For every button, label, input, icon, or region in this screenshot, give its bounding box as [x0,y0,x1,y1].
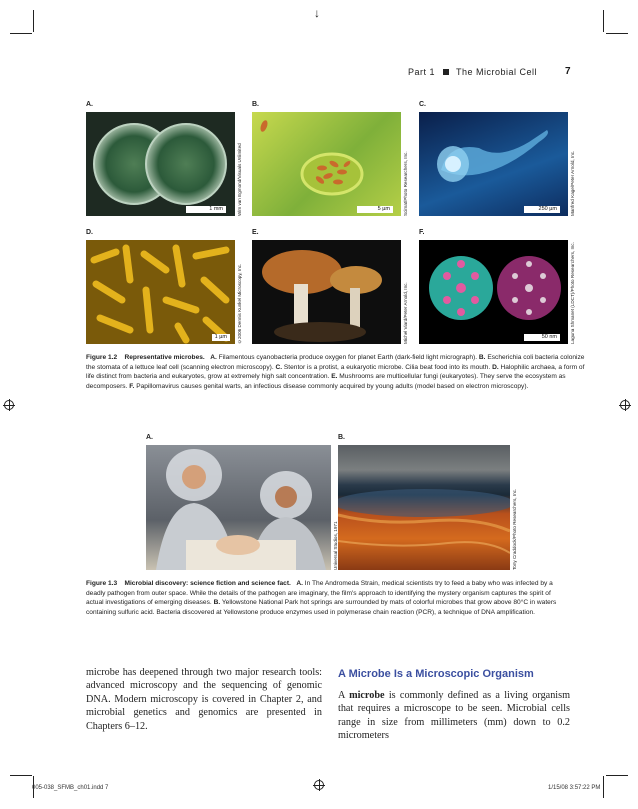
photo-credit: Tony Craddock/Photo Researchers, Inc. [512,488,517,570]
photo-credit: Universal Studios, 1971 [333,521,338,570]
caption-part-label: A. [296,580,303,587]
crop-mark [33,10,34,32]
crop-mark [10,775,32,776]
panel-label-f: F. [419,229,425,236]
photo-credit: Laguna Shmanet (LDCT)/Photo Researchers, Inc. [570,242,575,344]
panel-label-a: A. [86,101,93,108]
photo-halophilic-archaea [86,240,235,344]
scale-bar: 1 mm [186,206,226,213]
caption-part-text: Halophilic archaea, a form of life distinct from bacteria and eukaryotes, grow at extremely high salt concentration. [86,363,585,381]
photo-ecoli-leaf [252,112,401,216]
photo-credit: Wim van Egmond/Visuals Unlimited [237,143,242,216]
page-number: 7 [565,66,571,77]
text-run: A [338,690,350,701]
panel-label-e: E. [252,229,259,236]
scale-bar: 1 µm [212,334,230,341]
caption-part-label: B. [478,354,486,361]
photo-cyanobacteria [86,112,235,216]
part-label: Part 1 [408,67,436,77]
caption-part-label: E. [331,373,338,381]
caption-part-text: Filamentous cyanobacteria produce oxygen for planet Earth (dark-field light micrograph). [216,354,479,361]
scale-bar: 250 µm [524,206,560,213]
crop-mark [606,33,628,34]
section-heading: A Microbe Is a Microscopic Organism [338,668,534,680]
figure-1-2-caption [86,353,586,391]
registration-mark-icon [620,400,630,410]
panel-label-d: D. [86,229,93,236]
photo-mushrooms [252,240,401,344]
caption-part-label: D. [492,363,499,371]
body-paragraph: microbe has deepened through two major research tools: advanced microscopy and the sequencing of genomic DNA. Modern microscopy is covered in Chapter 2, and microbial genetics and genomics are presented in Chapters 6–12. [86,667,322,732]
key-term: microbe [349,690,385,701]
scale-bar: 50 nm [524,334,560,341]
file-slug: 005-038_SFMB_ch01.indd 7 [32,785,109,791]
photo-yellowstone-hot-spring [338,445,510,570]
caption-part-label: F. [129,382,135,390]
chapter-title: The Microbial Cell [456,67,538,77]
caption-part-text: In The Andromeda Strain, medical scientists try to feed a baby who was infected by a deadly pathogen from outer space. While the details of the pathogen are imaginary, the film's approach to identifying the mystery organism captures the spirit of actual investigations of emerging diseases. [86,580,553,607]
caption-part-label: C. [275,363,283,371]
caption-part-text: Stentor is a protist, a eukaryotic microbe. Cilia beat food into its mouth. [282,363,493,371]
caption-part-label: B. [213,599,221,607]
panel-label-b: B. [338,434,345,441]
crop-mark [603,10,604,32]
figure-title: Representative microbes. [124,354,205,361]
caption-part-text: Escherichia coli bacteria colonize the stomata of a lettuce leaf cell (scanning electron microscopy). [86,354,585,371]
photo-credit: ©2006 Dennis Kunkel Microscopy, Inc. [237,263,242,344]
figure-label: Figure 1.2 [86,354,118,361]
photo-credit: Michel Viard/Peter Arnold, Inc. [403,282,408,344]
text-run: is commonly defined as a living organism that requires a microscope to be seen. Microbial cells range in size from millimeters (mm) down to 0.2 micrometers [338,690,571,742]
caption-part-text: Papillomavirus causes genital warts, an infectious disease commonly acquired by young adults (model based on electron microscopy). [134,382,529,390]
header-square-icon [443,69,449,75]
photo-stentor [419,112,568,216]
figure-title: Microbial discovery: science fiction and science fact. [124,580,291,587]
arrow-down-icon: ↓ [314,6,320,20]
registration-mark-icon [4,400,14,410]
figure-label: Figure 1.3 [86,580,118,587]
photo-papillomavirus [419,240,568,344]
scale-bar: 5 µm [357,206,393,213]
figure-1-3-caption [86,579,566,617]
crop-mark [603,776,604,798]
photo-andromeda-strain [146,445,331,570]
photo-credit: Scimat/Photo Researchers, Inc. [403,151,408,216]
caption-part-label: A. [210,354,217,361]
panel-label-a: A. [146,434,153,441]
caption-part-text: Yellowstone National Park hot springs are surrounded by mats of colorful microbes that grow above 80°C in waters containing sulfuric acid. Bacteria discovered at Yellowstone produce enzymes used in polymerase chain reaction (PCR), a technique of DNA amplification. [86,599,557,616]
crop-mark [10,33,32,34]
panel-label-b: B. [252,101,259,108]
date-slug: 1/15/08 3:57:22 PM [548,785,601,791]
registration-mark-icon [314,780,324,790]
caption-part-text: Mushrooms are multicellular fungi (eukaryotes). They serve the ecosystem as decomposers. [86,373,566,390]
panel-label-c: C. [419,101,426,108]
photo-credit: Manfred Kage/Peter Arnold, Inc. [570,150,575,216]
crop-mark [606,775,628,776]
section-paragraph [338,689,570,743]
